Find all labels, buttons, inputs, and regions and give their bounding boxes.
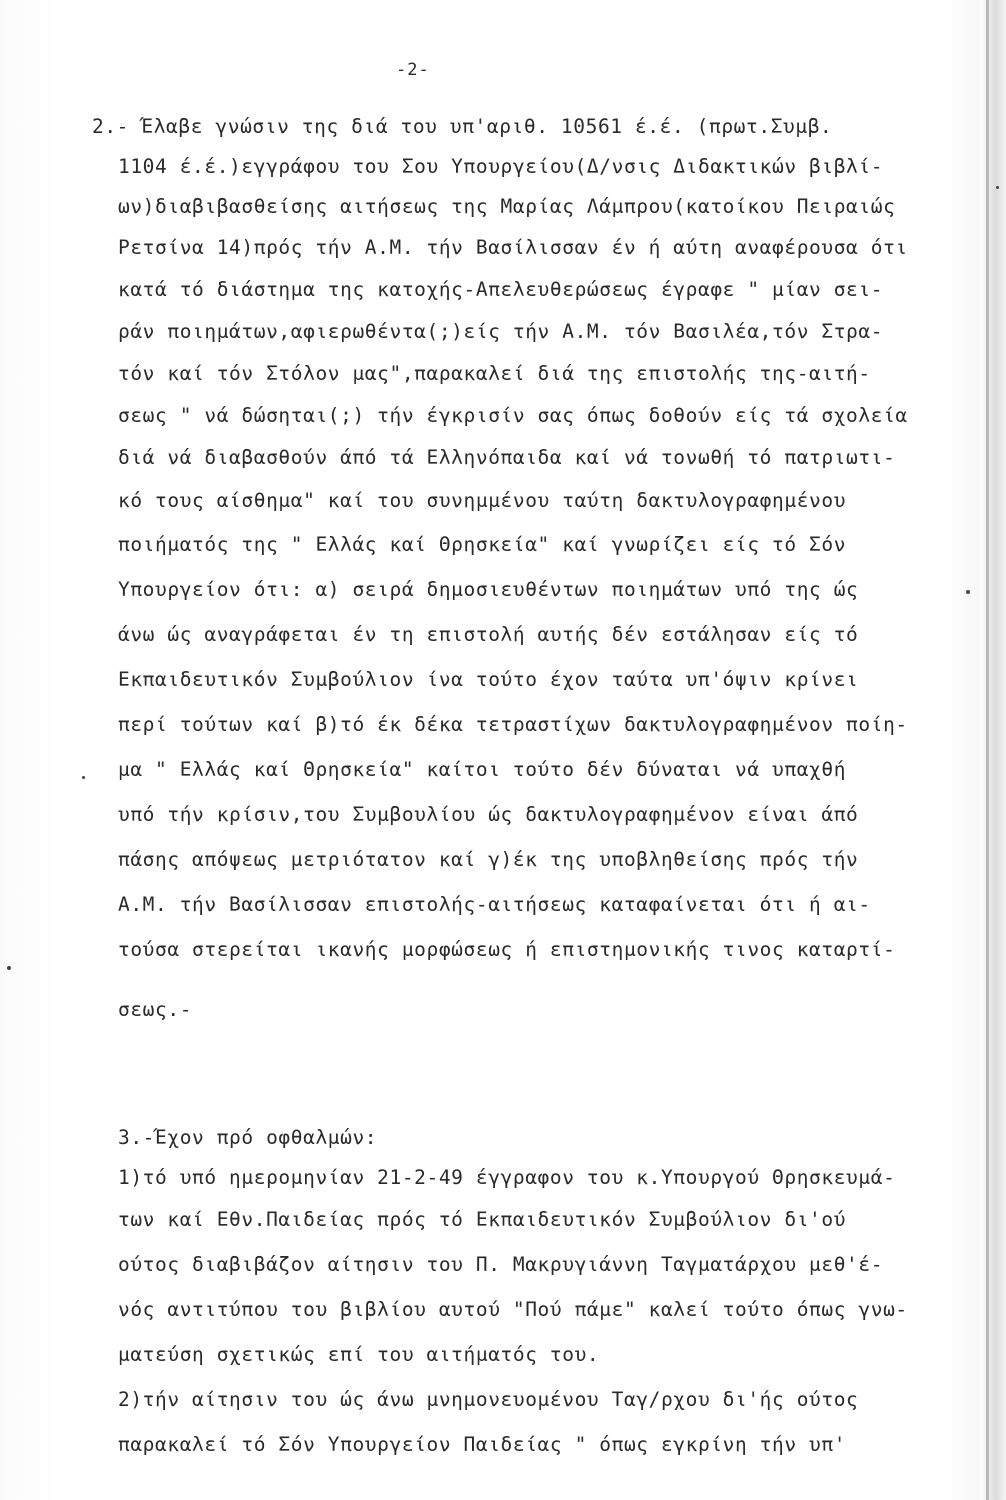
text-line: σεως " νά δώσηται(;) τήν έγκρισίν σας όπως δοθούν είς τά σχολεία [118,404,908,427]
text-line: Α.Μ. τήν Βασίλισσαν επιστολής-αιτήσεως καταφαίνεται ότι ή αι- [118,893,871,916]
scan-speck [996,186,999,189]
text-line: υπό τήν κρίσιν,του Συμβουλίου ώς δακτυλογραφημένον είναι άπό [118,803,859,826]
text-line: νός αντιτύπου του βιβλίου αυτού "Πού πάμε" καλεί τούτο όπως γνω- [118,1298,908,1321]
text-line: κατά τό διάστημα της κατοχής-Απελευθερώσεως έγραφε " μίαν σει- [118,278,884,301]
page-number: -2- [396,60,430,80]
text-line: ποιήματός της " Ελλάς καί Θρησκεία" καί γνωρίζει είς τό Σόν [118,533,847,556]
text-line: ράν ποιημάτων,αφιερωθέντα(;)είς τήν Α.Μ. τόν Βασιλέα,τόν Στρα- [118,320,884,343]
scan-speck [82,776,85,779]
text-line: σεως.- [118,998,193,1021]
text-line: 2)τήν αίτησιν του ώς άνω μνημονευομένου Ταγ/ρχου δι'ής ούτος [118,1388,859,1411]
text-line: Ρετσίνα 14)πρός τήν Α.Μ. τήν Βασίλισσαν έν ή αύτη αναφέρουσα ότι [118,236,908,259]
text-line: κό τους αίσθημα" καί του συνημμένου ταύτη δακτυλογραφημένου [118,489,847,512]
text-line: των καί Εθν.Παιδείας πρός τό Εκπαιδευτικόν Συμβούλιον δι'ού [118,1208,847,1231]
page-edge-shadow [980,0,1006,1500]
text-line: μα " Ελλάς καί Θρησκεία" καίτοι τούτο δέν δύναται νά υπαχθή [118,758,847,781]
text-line: ούτος διαβιβάζον αίτησιν του Π. Μακρυγιάννη Ταγματάρχου μεθ'έ- [118,1253,884,1276]
text-line: 2.- Έλαβε γνώσιν της διά του υπ'αριθ. 10561 έ.έ. (πρωτ.Συμβ. [92,115,833,138]
scan-speck [966,590,970,594]
text-line: Εκπαιδευτικόν Συμβούλιον ίνα τούτο έχον ταύτα υπ'όψιν κρίνει [118,668,859,691]
text-line: ων)διαβιβασθείσης αιτήσεως της Μαρίας Λάμπρου(κατοίκου Πειραιώς [118,195,896,218]
text-line: τούσα στερείται ικανής μορφώσεως ή επιστημονικής τινος καταρτί- [118,938,896,961]
text-line: 1104 έ.έ.)εγγράφου του Σου Υπουργείου(Δ/νσις Διδακτικών βιβλί- [118,155,884,178]
text-line: ματεύση σχετικώς επί του αιτήματός του. [118,1343,600,1366]
page-edge-line [986,0,989,1500]
text-line: περί τούτων καί β)τό έκ δέκα τετραστίχων δακτυλογραφημένον ποίη- [118,713,908,736]
text-line: παρακαλεί τό Σόν Υπουργείον Παιδείας " όπως εγκρίνη τήν υπ' [118,1433,847,1456]
text-line: τόν καί τόν Στόλον μας",παρακαλεί διά της επιστολής της-αιτή- [118,362,871,385]
text-line: άνω ώς αναγράφεται έν τη επιστολή αυτής δέν εστάλησαν είς τό [118,623,859,646]
text-line: διά νά διαβασθούν άπό τά Ελληνόπαιδα καί νά τονωθή τό πατριωτι- [118,446,896,469]
text-line: πάσης απόψεως μετριότατον καί γ)έκ της υποβληθείσης πρός τήν [118,848,859,871]
text-line: 1)τό υπό ημερομηνίαν 21-2-49 έγγραφον του κ.Υπουργού Θρησκευμά- [118,1166,896,1189]
text-line: Υπουργείον ότι: α) σειρά δημοσιευθέντων ποιημάτων υπό της ώς [118,578,859,601]
text-line: 3.-Έχον πρό οφθαλμών: [118,1126,378,1149]
scan-speck [7,966,11,970]
